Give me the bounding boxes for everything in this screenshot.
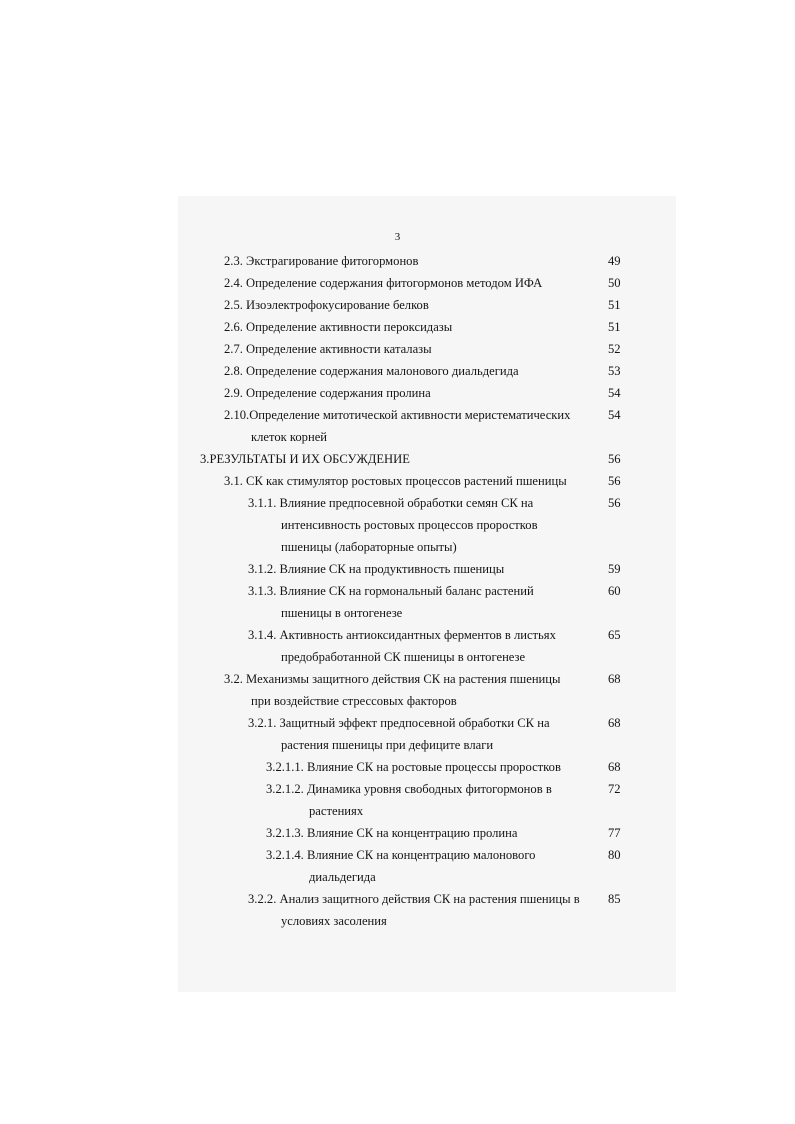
toc-entry-number: 2.7. <box>224 342 243 356</box>
toc-entry-number: 3.2.1. <box>248 716 277 730</box>
toc-page-number: 51 <box>608 298 621 312</box>
toc-page-number: 56 <box>608 452 621 466</box>
toc-entry-title: Определение митотической активности меристематических <box>249 408 571 422</box>
toc-entry-title: Активность антиоксидантных ферментов в листьях <box>279 628 556 642</box>
toc-page-number: 52 <box>608 342 621 356</box>
toc-entry-title: Влияние предпосевной обработки семян СК на <box>279 496 534 510</box>
toc-entry-title-continued: пшеницы в онтогенезе <box>281 606 403 620</box>
toc-entry-2-4[interactable] <box>0 272 795 294</box>
toc-page-number: 85 <box>608 892 621 906</box>
toc-entry-3-2-2[interactable] <box>0 888 795 932</box>
toc-entry-number: 3.1.4. <box>248 628 277 642</box>
toc-entry-number: 3.2.1.2. <box>266 782 304 796</box>
toc-page-number: 80 <box>608 848 621 862</box>
toc-page-number: 77 <box>608 826 621 840</box>
toc-page-number: 50 <box>608 276 621 290</box>
toc-entry-2-5[interactable] <box>0 294 795 316</box>
toc-entry-3-1-2[interactable] <box>0 558 795 580</box>
toc-entry-2-7[interactable] <box>0 338 795 360</box>
toc-page-number: 49 <box>608 254 621 268</box>
toc-entry-number: 3.1.1. <box>248 496 277 510</box>
toc-page-number: 56 <box>608 496 621 510</box>
toc-entry-3-1-4[interactable] <box>0 624 795 668</box>
toc-entry-title-continued: растениях <box>309 804 364 818</box>
toc-entry-2-3[interactable] <box>0 250 795 272</box>
toc-entry-title: Определение содержания фитогормонов методом ИФА <box>246 276 543 290</box>
toc-entry-number: 2.8. <box>224 364 243 378</box>
toc-entry-2-6[interactable] <box>0 316 795 338</box>
toc-entry-title: Определение активности пероксидазы <box>246 320 453 334</box>
toc-entry-number: 3.2.1.1. <box>266 760 304 774</box>
toc-page-number: 68 <box>608 672 621 686</box>
toc-entry-number: 3.2.1.4. <box>266 848 304 862</box>
toc-entry-number: 3. <box>200 452 210 466</box>
page-number: 3 <box>394 231 401 243</box>
toc-entry-3-2-1-4[interactable] <box>0 844 795 888</box>
toc-entry-title: Анализ защитного действия СК на растения пшеницы в <box>279 892 580 906</box>
toc-entry-title: Определение содержания пролина <box>246 386 431 400</box>
toc-entry-title: РЕЗУЛЬТАТЫ И ИХ ОБСУЖДЕНИЕ <box>209 452 410 466</box>
toc-entry-3-2-1-1[interactable] <box>0 756 795 778</box>
toc-page-number: 68 <box>608 716 621 730</box>
toc-entry-2-9[interactable] <box>0 382 795 404</box>
toc-entry-number: 3.2.2. <box>248 892 277 906</box>
toc-entry-number: 2.9. <box>224 386 243 400</box>
toc-entry-title: Экстрагирование фитогормонов <box>246 254 419 268</box>
toc-entry-number: 2.4. <box>224 276 243 290</box>
toc-entry-title: Динамика уровня свободных фитогормонов в <box>306 782 552 796</box>
toc-entry-3[interactable] <box>0 448 795 470</box>
toc-page-number: 56 <box>608 474 621 488</box>
toc-entry-2-10[interactable] <box>0 404 795 448</box>
toc-entry-title: Влияние СК на концентрацию малонового <box>306 848 536 862</box>
toc-page-number: 60 <box>608 584 621 598</box>
toc-entry-number: 2.10. <box>224 408 250 422</box>
toc-entry-title: Определение содержания малонового диальдегида <box>246 364 519 378</box>
toc-entry-title-continued: условиях засоления <box>281 914 387 928</box>
toc-entry-title-continued: клеток корней <box>251 430 328 444</box>
toc-entry-title: Влияние СК на ростовые процессы проростков <box>306 760 561 774</box>
toc-entry-number: 3.2. <box>224 672 243 686</box>
toc-page-number: 59 <box>608 562 621 576</box>
toc-entry-title: Механизмы защитного действия СК на растения пшеницы <box>246 672 561 686</box>
toc-entry-3-2-1-3[interactable] <box>0 822 795 844</box>
toc-entry-number: 3.1. <box>224 474 243 488</box>
toc-entry-title-continued: растения пшеницы при дефиците влаги <box>281 738 494 752</box>
toc-page-number: 72 <box>608 782 621 796</box>
toc-entry-3-1-1[interactable] <box>0 492 795 558</box>
toc-entry-number: 2.5. <box>224 298 243 312</box>
toc-entry-title-continued: диальдегида <box>309 870 376 884</box>
toc-entry-3-1[interactable] <box>0 470 795 492</box>
toc-entry-title-continued: при воздействие стрессовых факторов <box>251 694 457 708</box>
toc-entry-3-2[interactable] <box>0 668 795 712</box>
table-of-contents <box>0 250 795 932</box>
toc-page-number: 54 <box>608 408 621 422</box>
toc-entry-title: Влияние СК на продуктивность пшеницы <box>279 562 505 576</box>
toc-entry-title-continued: интенсивность ростовых процессов проростков <box>281 518 538 532</box>
toc-entry-title-continued: пшеницы (лабораторные опыты) <box>281 540 457 554</box>
toc-entry-3-1-3[interactable] <box>0 580 795 624</box>
toc-entry-number: 2.6. <box>224 320 243 334</box>
toc-entry-3-2-1[interactable] <box>0 712 795 756</box>
toc-page-number: 51 <box>608 320 621 334</box>
toc-entry-number: 3.2.1.3. <box>266 826 304 840</box>
toc-page-number: 68 <box>608 760 621 774</box>
toc-entry-number: 3.1.3. <box>248 584 277 598</box>
toc-entry-title: Изоэлектрофокусирование белков <box>246 298 429 312</box>
toc-page-number: 65 <box>608 628 621 642</box>
toc-entry-number: 3.1.2. <box>248 562 277 576</box>
toc-entry-title: Влияние СК на гормональный баланс растений <box>279 584 534 598</box>
toc-page-number: 54 <box>608 386 621 400</box>
toc-entry-2-8[interactable] <box>0 360 795 382</box>
toc-entry-title-continued: предобработанной СК пшеницы в онтогенезе <box>281 650 526 664</box>
toc-entry-title: Влияние СК на концентрацию пролина <box>306 826 518 840</box>
toc-entry-title: СК как стимулятор ростовых процессов растений пшеницы <box>246 474 567 488</box>
toc-entry-title: Защитный эффект предпосевной обработки СК на <box>279 716 550 730</box>
toc-page-number: 53 <box>608 364 621 378</box>
toc-entry-number: 2.3. <box>224 254 243 268</box>
toc-entry-3-2-1-2[interactable] <box>0 778 795 822</box>
toc-entry-title: Определение активности каталазы <box>246 342 432 356</box>
